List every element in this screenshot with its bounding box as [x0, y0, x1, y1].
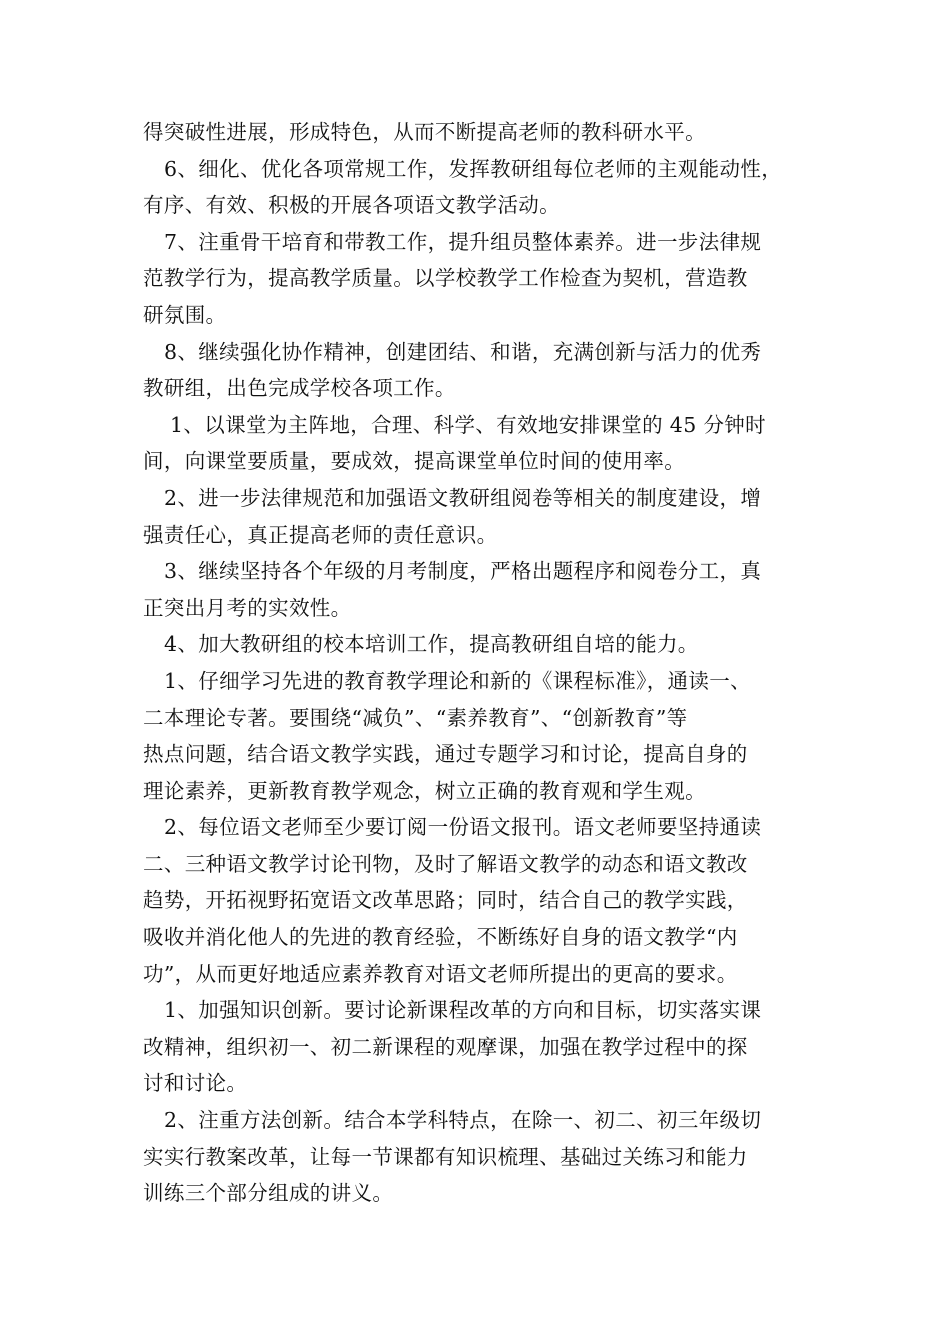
- text-line: 强责任心，真正提高老师的责任意识。: [143, 522, 498, 547]
- text-line: 理论素养，更新教育教学观念，树立正确的教育观和学生观。: [143, 778, 706, 803]
- text-line: 1、仔细学习先进的教育教学理论和新的《课程标准》，通读一、: [164, 668, 751, 693]
- text-line: 正突出月考的实效性。: [143, 595, 352, 620]
- text-line: 8、继续强化协作精神，创建团结、和谐，充满创新与活力的优秀: [164, 339, 762, 364]
- text-line: 4、加大教研组的校本培训工作，提高教研组自培的能力。: [164, 632, 699, 657]
- text-line: 功”，从而更好地适应素养教育对语文老师所提出的更高的要求。: [143, 961, 738, 986]
- text-line: 训练三个部分组成的讲义。: [143, 1181, 394, 1206]
- text-line: 二、三种语文教学讨论刊物，及时了解语文教学的动态和语文教改: [143, 851, 748, 876]
- text-line: 研氛围。: [143, 302, 227, 327]
- text-line: 吸收并消化他人的先进的教育经验，不断练好自身的语文教学“内: [143, 925, 738, 950]
- text-line: 热点问题，结合语文教学实践，通过专题学习和讨论，提高自身的: [143, 742, 748, 767]
- text-line: 实实行教案改革，让每一节课都有知识梳理、基础过关练习和能力: [143, 1144, 748, 1169]
- text-line: 6、细化、优化各项常规工作，发挥教研组每位老师的主观能动性，: [164, 156, 783, 181]
- text-line: 趋势，开拓视野拓宽语文改革思路；同时，结合自己的教学实践，: [143, 888, 748, 913]
- text-line: 7、注重骨干培育和带教工作，提升组员整体素养。进一步法律规: [164, 229, 762, 254]
- text-line: 改精神，组织初一、初二新课程的观摩课，加强在教学过程中的探: [143, 1034, 748, 1059]
- text-line: 范教学行为，提高教学质量。以学校教学工作检查为契机，营造教: [143, 266, 748, 291]
- text-line: 间，向课堂要质量，要成效，提高课堂单位时间的使用率。: [143, 449, 686, 474]
- text-line: 2、每位语文老师至少要订阅一份语文报刊。语文老师要坚持通读: [164, 815, 762, 840]
- text-line: 二本理论专著。要围绕“减负”、“素养教育”、“创新教育”等: [143, 705, 688, 730]
- text-line: 2、注重方法创新。结合本学科特点，在除一、初二、初三年级切: [164, 1108, 762, 1133]
- text-line: 教研组，出色完成学校各项工作。: [143, 376, 456, 401]
- text-line: 有序、有效、积极的开展各项语文教学活动。: [143, 193, 560, 218]
- text-line: 1、以课堂为主阵地，合理、科学、有效地安排课堂的 45 分钟时: [170, 412, 767, 437]
- text-line: 1、加强知识创新。要讨论新课程改革的方向和目标，切实落实课: [164, 998, 762, 1023]
- text-line: 3、继续坚持各个年级的月考制度，严格出题程序和阅卷分工，真: [164, 559, 762, 584]
- text-line: 2、进一步法律规范和加强语文教研组阅卷等相关的制度建设，增: [164, 485, 762, 510]
- text-line: 讨和讨论。: [143, 1071, 248, 1096]
- document-body: [143, 114, 823, 1212]
- text-line: 得突破性进展，形成特色，从而不断提高老师的教科研水平。: [143, 120, 706, 144]
